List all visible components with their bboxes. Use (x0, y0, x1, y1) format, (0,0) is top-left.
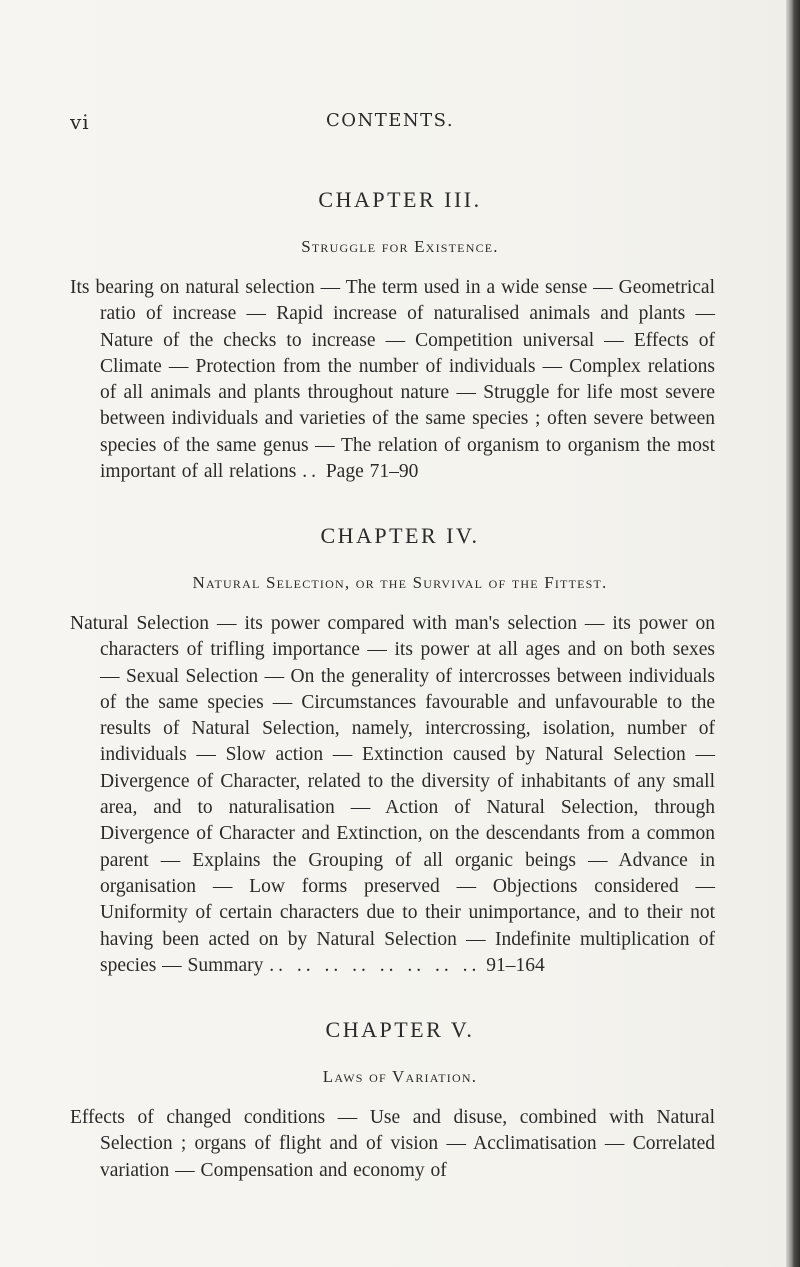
chapter-5-subtitle: Laws of Variation. (322, 1067, 478, 1086)
chapter-4-leader: .. .. .. .. .. .. .. .. (269, 954, 481, 976)
chapter-3-summary (70, 275, 715, 485)
page-header (70, 110, 710, 138)
chapter-4-summary-text: Natural Selection — its power compared with man's selection — its power on characters of trifling importance — its power at all ages and on both sexes — Sexual Selection — On the generality of intercrosses between individuals of the same species — Circumstances favourable and unfavourable to the results of Natural Selection, namely, intercrossing, isolation, number of individuals — Slow action — Extinction caused by Natural Selection — Divergence of Character, related to the diversity of inhabitants of any small area, and to naturalisation — Action of Natural Selection, through Divergence of Character and Extinction, on the descendants from a common parent — Explains the Grouping of all organic beings — Advance in organisation — Low forms preserved — Objections considered — Uniformity of certain characters due to their unimportance, and to their not having been acted on by Natural Selection — Indefinite multiplication of species — Summary (70, 613, 715, 976)
chapter-5-summary-text: Effects of changed conditions — Use and disuse, combined with Natural Selection ; organs of flight and of vision — Acclimatisation — Correlated variation — Compensation and economy of (70, 1107, 715, 1181)
chapter-3-subtitle: Struggle for Existence. (301, 237, 499, 256)
chapter-3-pages: Page 71–90 (325, 461, 419, 483)
chapter-5-summary (70, 1105, 715, 1184)
chapter-4-title: CHAPTER IV. (320, 523, 480, 548)
chapter-5-title: CHAPTER V. (325, 1017, 475, 1042)
chapter-3-title: CHAPTER III. (318, 187, 482, 212)
chapter-4-summary (70, 611, 715, 979)
chapter-3-summary-text: Its bearing on natural selection — The term used in a wide sense — Geometrical ratio of increase — Rapid increase of naturalised animals and plants — Nature of the checks to increase — Competition universal — Effects of Climate — Protection from the number of individuals — Complex relations of all animals and plants throughout nature — Struggle for life most severe between individuals and varieties of the same species ; often severe between species of the same genus — The relation of organism to organism the most important of all relations (70, 277, 715, 483)
chapter-3-leader: .. (302, 461, 320, 483)
chapter-4-pages: 91–164 (486, 954, 545, 976)
chapter-4-subtitle: Natural Selection, or the Survival of the Fittest. (192, 573, 608, 592)
page-edge-shadow (786, 0, 800, 1267)
page-number: vi (70, 110, 90, 134)
running-head: CONTENTS. (325, 110, 455, 131)
